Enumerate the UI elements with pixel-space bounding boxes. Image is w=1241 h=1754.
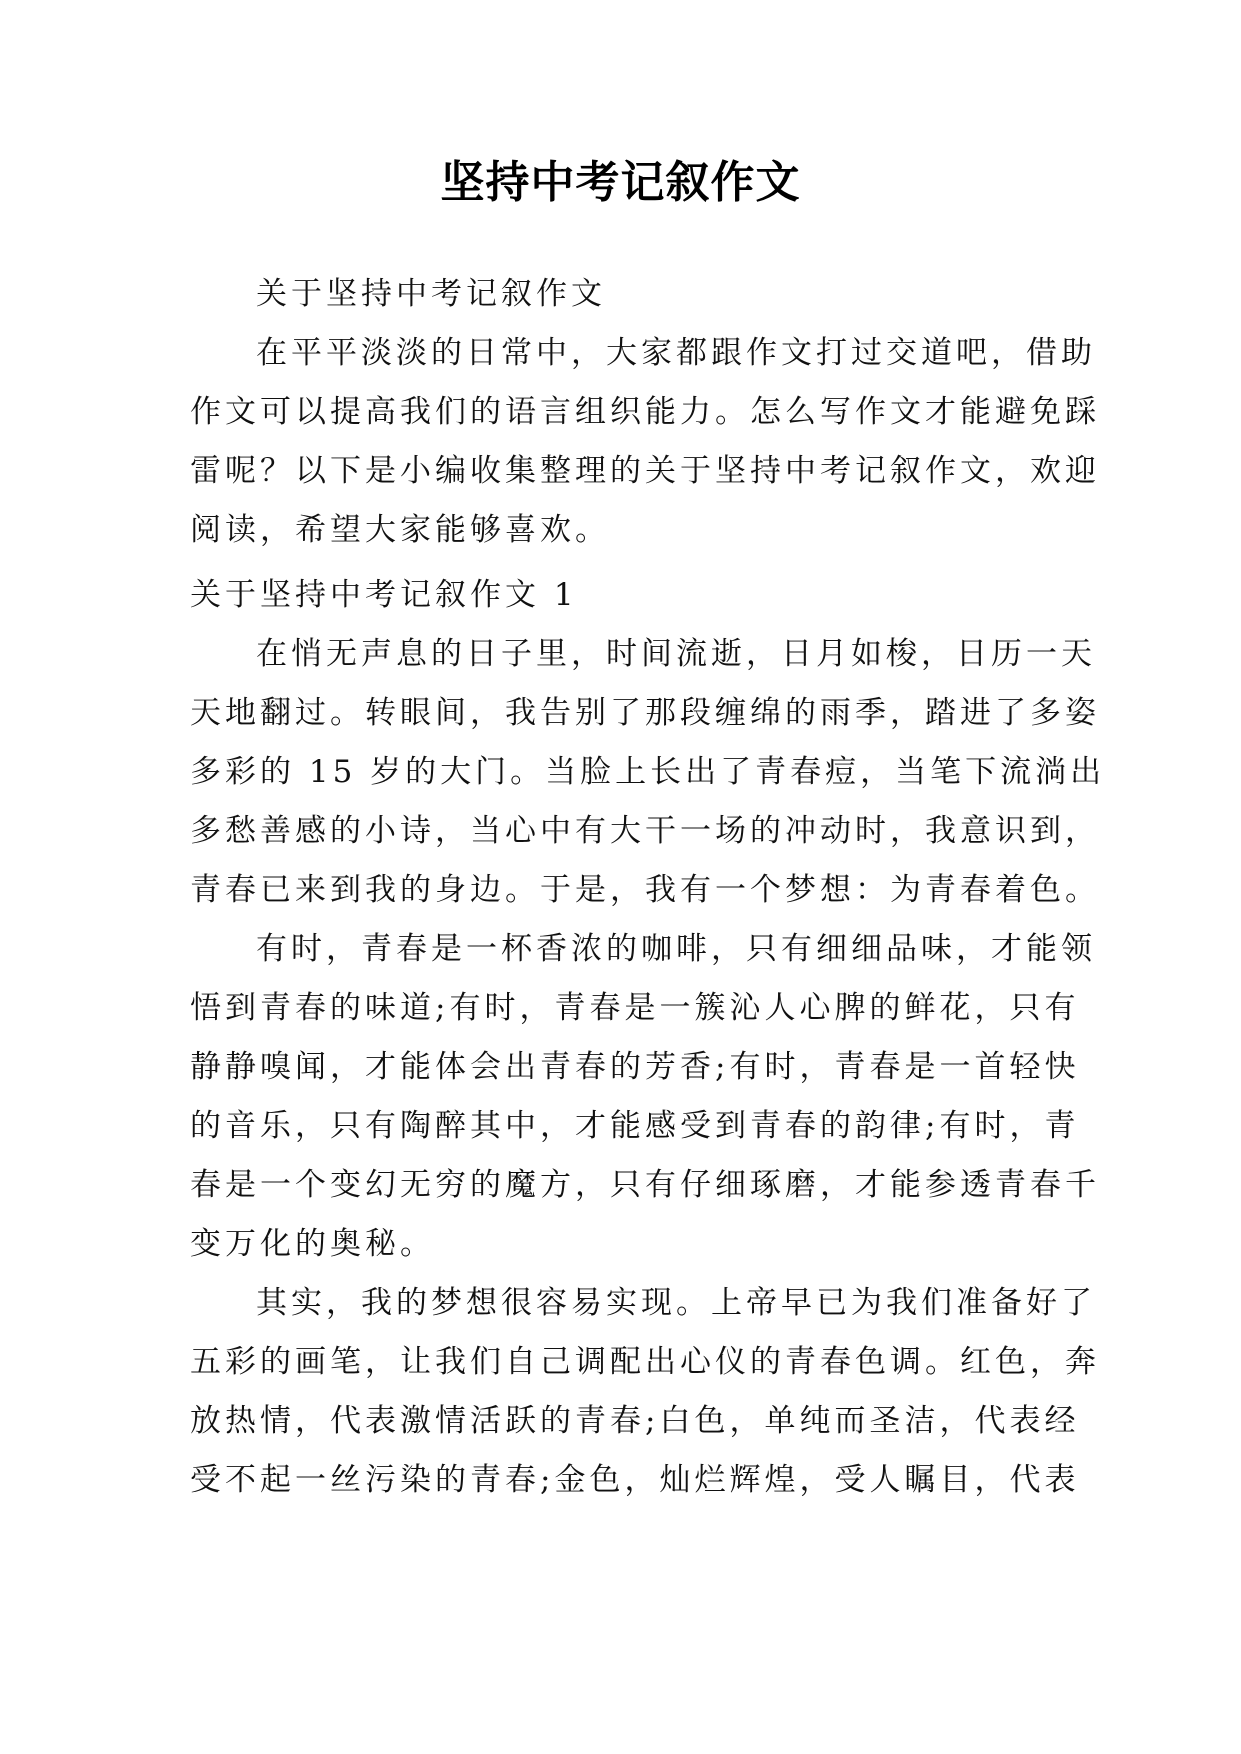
- paragraph-line: 天地翻过。转眼间，我告别了那段缠绵的雨季，踏进了多姿: [190, 695, 1100, 731]
- section-heading: 关于坚持中考记叙作文 1: [190, 577, 578, 613]
- paragraph-line: 青春已来到我的身边。于是，我有一个梦想：为青春着色。: [190, 872, 1100, 908]
- intro-heading: 关于坚持中考记叙作文: [256, 276, 606, 312]
- paragraph-line: 的音乐，只有陶醉其中，才能感受到青春的韵律;有时，青: [190, 1108, 1080, 1144]
- paragraph-line: 在悄无声息的日子里，时间流逝，日月如梭，日历一天: [256, 636, 1096, 672]
- paragraph-line: 多愁善感的小诗，当心中有大干一场的冲动时，我意识到，: [190, 813, 1100, 849]
- intro-line: 雷呢？以下是小编收集整理的关于坚持中考记叙作文，欢迎: [190, 453, 1100, 489]
- paragraph-line: 放热情，代表激情活跃的青春;白色，单纯而圣洁，代表经: [190, 1403, 1080, 1439]
- intro-block: [190, 265, 1100, 560]
- paragraph-line: 多彩的 15 岁的大门。当脸上长出了青春痘，当笔下流淌出: [190, 754, 1106, 790]
- intro-line: 在平平淡淡的日常中，大家都跟作文打过交道吧，借助: [256, 335, 1096, 371]
- paragraph-line: 变万化的奥秘。: [190, 1226, 435, 1262]
- paragraph-line: 悟到青春的味道;有时，青春是一簇沁人心脾的鲜花，只有: [190, 990, 1080, 1026]
- paragraph-line: 静静嗅闻，才能体会出青春的芳香;有时，青春是一首轻快: [190, 1049, 1080, 1085]
- paragraph-line: 五彩的画笔，让我们自己调配出心仪的青春色调。红色，奔: [190, 1344, 1100, 1380]
- paragraph-line: 有时，青春是一杯香浓的咖啡，只有细细品味，才能领: [256, 931, 1096, 967]
- document-title: 坚持中考记叙作文: [440, 157, 801, 208]
- paragraph-line: 春是一个变幻无穷的魔方，只有仔细琢磨，才能参透青春千: [190, 1167, 1100, 1203]
- intro-line: 作文可以提高我们的语言组织能力。怎么写作文才能避免踩: [190, 394, 1100, 430]
- paragraph-line: 受不起一丝污染的青春;金色，灿烂辉煌，受人瞩目，代表: [190, 1462, 1080, 1498]
- paragraph-line: 其实，我的梦想很容易实现。上帝早已为我们准备好了: [256, 1285, 1096, 1321]
- intro-line: 阅读，希望大家能够喜欢。: [190, 512, 610, 548]
- section-1: [190, 566, 1106, 1510]
